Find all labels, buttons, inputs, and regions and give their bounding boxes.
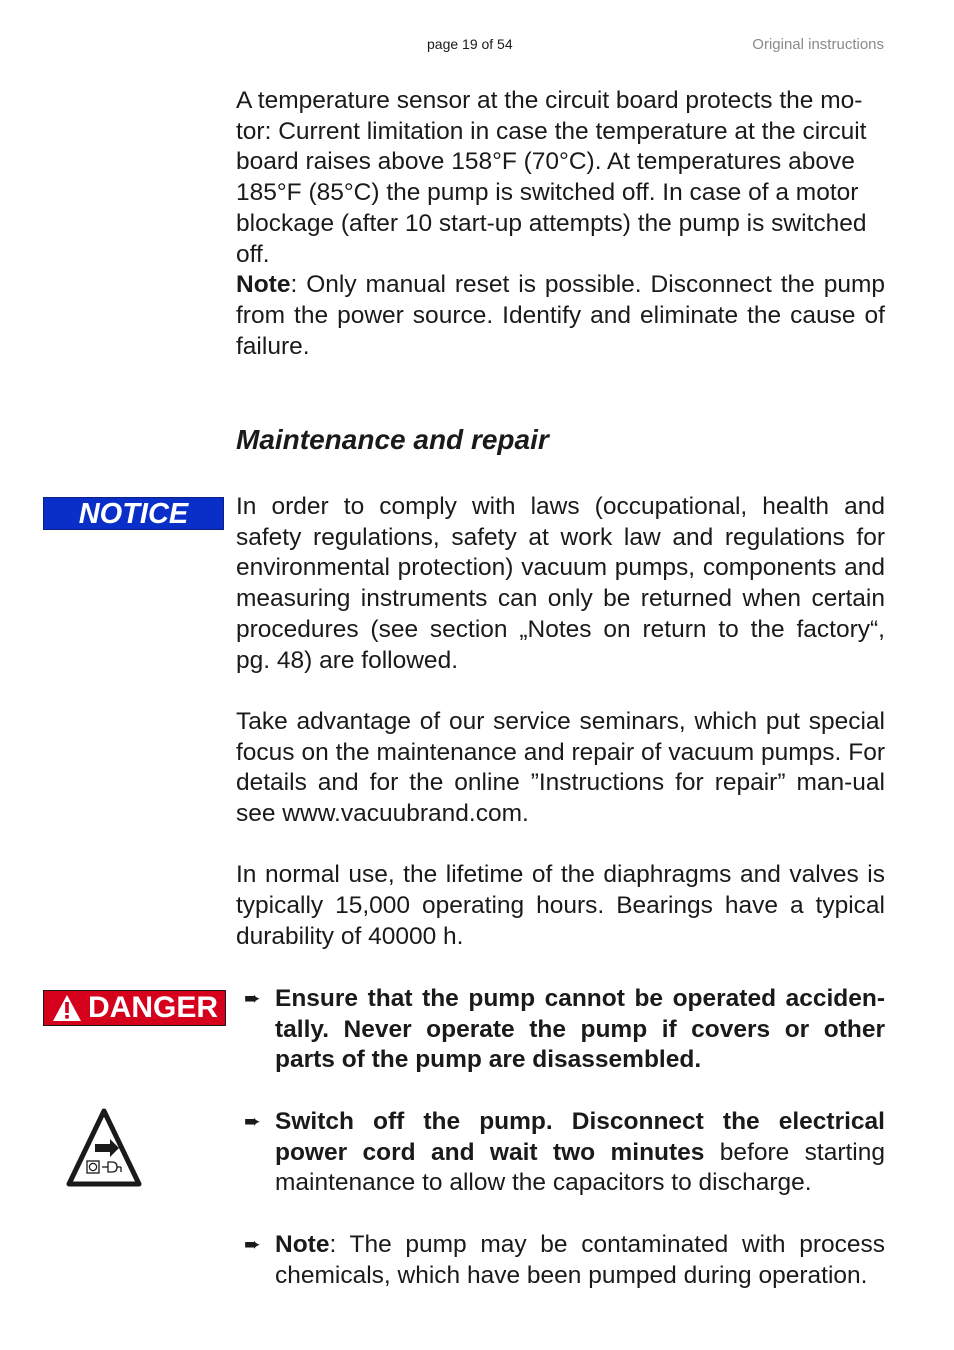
notice-paragraph-1: In order to comply with laws (occupational, health and safety regulations, safety at work law and regulations for environmental protection) vacuum pumps, components and measuring instruments can only be returned when certain procedures (see section „Notes on return to the factory“, pg. 48) are followed. [236, 493, 885, 674]
arrow-bullet-icon: ➨ [244, 1111, 261, 1133]
page-number: page 19 of 54 [427, 36, 513, 52]
unplug-warning-icon [66, 1108, 142, 1188]
danger-label: DANGER [88, 991, 219, 1024]
notice-content [236, 492, 885, 953]
notice-paragraph-2: Take advantage of our service seminars, which put special focus on the maintenance and repair of vacuum pumps. For details and for the online ”Instructions for repair” man-ual see www.vacuubrand.com. [236, 707, 885, 828]
danger-bullet-3: ➨ Note: The pump may be contaminated with process chemicals, which have been pumped during operation. [244, 1230, 885, 1291]
danger-bullet-2: ➨ Switch off the pump. Disconnect the electrical power cord and wait two minutes before starting maintenance to allow the capacitors to discharge. [244, 1107, 885, 1199]
notice-paragraph-3: In normal use, the lifetime of the diaphragms and valves is typically 15,000 operating hours. Bearings have a typical durability of 40000 h. [236, 861, 885, 950]
warning-triangle-icon [52, 994, 82, 1022]
danger-bullet-1: ➨ Ensure that the pump cannot be operated acciden-tally. Never operate the pump if covers or other parts of the pump are disassembled. [244, 984, 885, 1076]
document-type-label: Original instructions [752, 36, 884, 53]
intro-text: A temperature sensor at the circuit board protects the mo- tor: Current limitation in case the temperature at the circuit board raises above 158°F (70°C). At temperatures above 185°F (85°C) the pump is switched off. In case of a motor blockage (after 10 start-up attempts) the pump is switched off. [236, 87, 867, 268]
note-label: Note [236, 271, 291, 299]
arrow-bullet-icon: ➨ [244, 1234, 261, 1256]
intro-paragraph [236, 86, 885, 362]
danger-badge [43, 990, 226, 1026]
note-paragraph [236, 270, 885, 362]
note-text: : Only manual reset is possible. Disconnect the pump from the power source. Identify and eliminate the cause of failure. [236, 271, 885, 360]
notice-badge: NOTICE [43, 497, 224, 530]
section-heading: Maintenance and repair [236, 424, 549, 455]
arrow-bullet-icon: ➨ [244, 988, 261, 1010]
